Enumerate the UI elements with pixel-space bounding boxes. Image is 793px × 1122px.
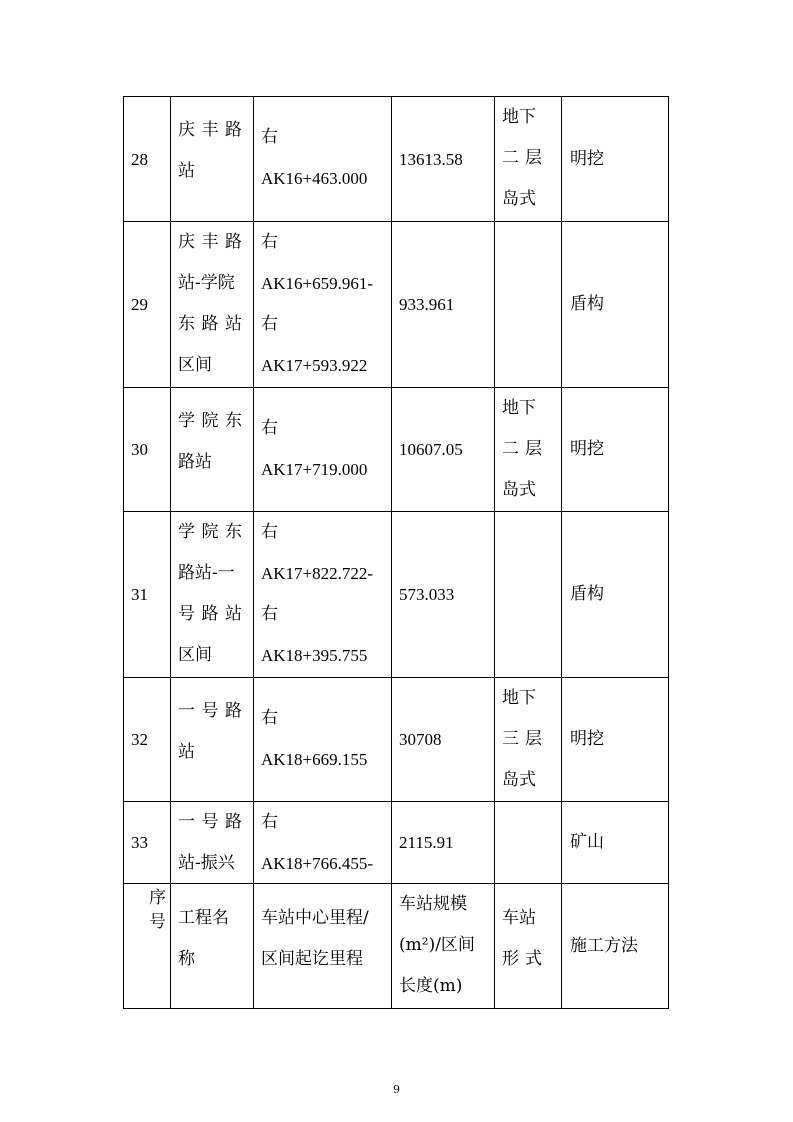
row-number: 31 <box>124 512 171 677</box>
construction-method: 盾构 <box>570 294 604 314</box>
construction-method: 盾构 <box>570 584 604 604</box>
construction-method: 明挖 <box>570 148 604 169</box>
page-number: 9 <box>393 1083 400 1096</box>
station-form: 地下 二层 岛式 <box>495 97 562 221</box>
row-number: 32 <box>124 678 171 801</box>
table-row <box>124 512 668 678</box>
row-number: 29 <box>124 222 171 387</box>
scale: 10607.05 <box>392 388 495 511</box>
scale: 933.961 <box>392 222 495 387</box>
construction-table <box>123 96 669 1009</box>
project-name: 庆丰路 站 <box>171 97 254 221</box>
table-row <box>124 97 668 222</box>
construction-method: 明挖 <box>570 729 604 749</box>
project-name: 学院东 路站-一 号路站 区间 <box>171 512 254 677</box>
scale: 13613.58 <box>392 97 495 221</box>
scale: 573.033 <box>392 512 495 677</box>
mileage: 右 AK18+669.155 <box>254 678 392 801</box>
station-form <box>495 802 562 883</box>
header-scale: 车站规模 (m²)/区间 长度(m) <box>392 884 495 1008</box>
mileage: 右 AK17+822.722- 右 AK18+395.755 <box>254 512 392 677</box>
construction-method: 明挖 <box>570 439 604 459</box>
scale: 2115.91 <box>392 802 495 883</box>
station-form <box>495 222 562 387</box>
mileage: 右 AK16+463.000 <box>254 97 392 221</box>
header-number: 序 号 <box>124 884 171 1008</box>
mileage: 右 AK17+719.000 <box>254 388 392 511</box>
table-row <box>124 388 668 512</box>
station-form <box>495 512 562 677</box>
project-name: 学院东 路站 <box>171 388 254 511</box>
table-header-row <box>124 884 668 1008</box>
row-number: 28 <box>124 97 171 221</box>
station-form: 地下 三层 岛式 <box>495 678 562 801</box>
row-number: 33 <box>124 802 171 883</box>
project-name: 一号路 站 <box>171 678 254 801</box>
project-name: 一号路 站-振兴 <box>171 802 254 883</box>
header-mileage: 车站中心里程/ 区间起讫里程 <box>254 884 392 1008</box>
mileage: 右 AK18+766.455- <box>254 802 392 883</box>
table-row <box>124 222 668 388</box>
header-station-form: 车站 形式 <box>495 884 562 1008</box>
header-construction-method: 施工方法 <box>570 935 638 956</box>
construction-method: 矿山 <box>570 832 604 852</box>
mileage: 右 AK16+659.961- 右 AK17+593.922 <box>254 222 392 387</box>
header-project-name: 工程名 称 <box>171 884 254 1008</box>
station-form: 地下 二层 岛式 <box>495 388 562 511</box>
scale: 30708 <box>392 678 495 801</box>
row-number: 30 <box>124 388 171 511</box>
table-row <box>124 802 668 884</box>
project-name: 庆丰路 站-学院 东路站 区间 <box>171 222 254 387</box>
table-row <box>124 678 668 802</box>
